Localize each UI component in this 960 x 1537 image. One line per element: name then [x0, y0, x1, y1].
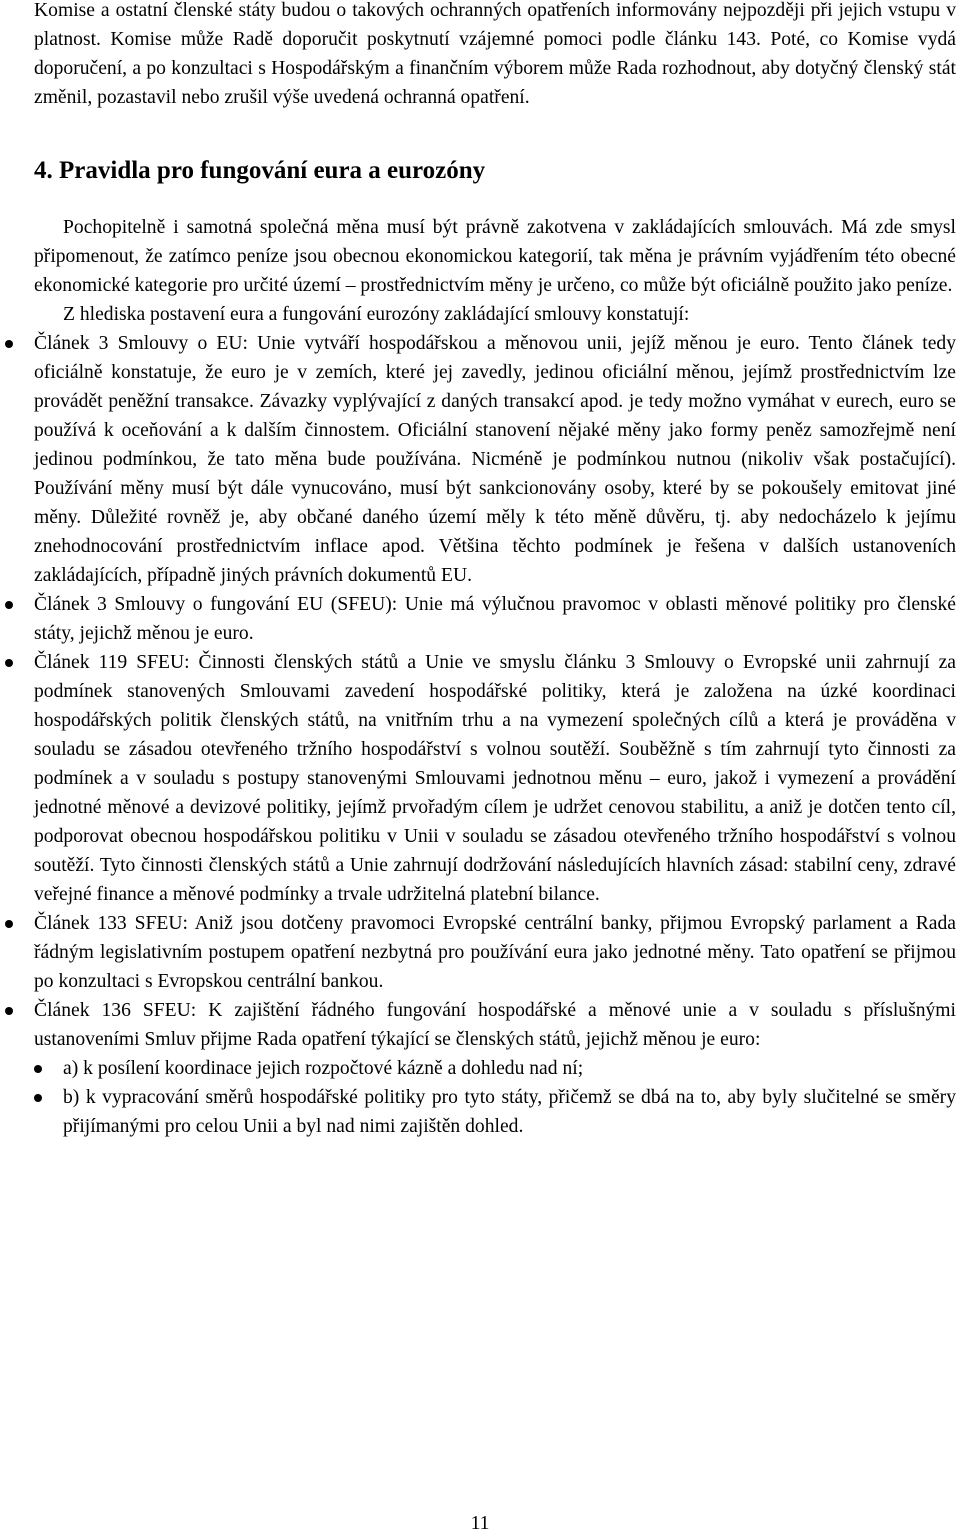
sub-list-item	[63, 1054, 956, 1083]
body-paragraph: Pochopitelně i samotná společná měna musí být právně zakotvena v zakládajících smlouvách. Má zde smysl připomenout, že zatímco peníze jsou obecnou ekonomickou kategorií, tak měna je právním vyjádřením této obecné ekonomické kategorie pro určité území – prostřednictvím měny je určeno, co může být oficiálně použito jako peníze.	[34, 217, 956, 296]
list-item	[34, 648, 956, 909]
sub-list-item-text: b) k vypracování směrů hospodářské politiky pro tyto státy, přičemž se dbá na to, aby byly slučitelné se směry přijímanými pro celou Unii a byl nad nimi zajištěn dohled.	[63, 1087, 956, 1137]
bullet-icon	[34, 1065, 42, 1073]
bullet-icon	[5, 601, 13, 609]
list-item	[34, 909, 956, 996]
sub-list-item	[63, 1083, 956, 1141]
bullet-icon	[5, 920, 13, 928]
bullet-icon	[5, 1007, 13, 1015]
intro-paragraph: Komise a ostatní členské státy budou o takových ochranných opatřeních informovány nejpozději při jejich vstupu v platnost. Komise může Radě doporučit poskytnutí vzájemné pomoci podle článku 143. Poté, co Komise vydá doporučení, a po konzultaci s Hospodářským a finančním výborem může Rada rozhodnout, aby dotyčný členský stát změnil, pozastavil nebo zrušil výše uvedená ochranná opatření.	[34, 0, 956, 108]
list-item-text: Článek 3 Smlouvy o EU: Unie vytváří hospodářskou a měnovou unii, jejíž měnou je euro. Tento článek tedy oficiálně konstatuje, že euro je v zemích, které jej zavedly, jedinou oficiální měnou, jejímž prostřednictvím lze provádět peněžní transakce. Závazky vyplývající z daných transakcí apod. je tedy možno vymáhat v eurech, euro se používá k oceňování a k dalším činnostem. Oficiální stanovení nějaké měny jako formy peněz samozřejmě není jedinou podmínkou, že tato měna bude používána. Nicméně je podmínkou nutnou (nikoliv však postačující). Používání měny musí být dále vynucováno, musí být sankcionovány osoby, které by se pokoušely emitovat jiné měny. Důležité rovněž je, aby občané daného území měly k této měně důvěru, tj. aby nedocházelo k jejímu znehodnocování prostřednictvím inflace apod. Většina těchto podmínek je řešena v dalších ustanoveních zakládajících, případně jiných právních dokumentů EU.	[34, 333, 956, 586]
bullet-icon	[5, 340, 13, 348]
bullet-icon	[5, 659, 13, 667]
bullet-icon	[34, 1094, 42, 1102]
list-item-text: Článek 3 Smlouvy o fungování EU (SFEU): Unie má výlučnou pravomoc v oblasti měnové politiky pro členské státy, jejichž měnou je euro.	[34, 594, 956, 644]
list-item	[34, 996, 956, 1141]
sub-list	[34, 1054, 956, 1141]
document-page	[34, 0, 956, 1141]
list-item-text: Článek 133 SFEU: Aniž jsou dotčeny pravomoci Evropské centrální banky, přijmou Evropský parlament a Rada řádným legislativním postupem opatření nezbytná pro používání eura jako jednotné měny. Tato opatření se přijmou po konzultaci s Evropskou centrální bankou.	[34, 913, 956, 992]
body-paragraph: Z hlediska postavení eura a fungování eurozóny zakládající smlouvy konstatují:	[63, 304, 690, 325]
page-number: 11	[470, 1513, 490, 1534]
section-heading: 4. Pravidla pro fungování eura a eurozóny	[34, 157, 486, 184]
sub-list-item-text: a) k posílení koordinace jejich rozpočtové kázně a dohledu nad ní;	[63, 1058, 584, 1079]
list-item	[34, 329, 956, 590]
list-item-text: Článek 136 SFEU: K zajištění řádného fungování hospodářské a měnové unie a v souladu s příslušnými ustanoveními Smluv přijme Rada opatření týkající se členských států, jejichž měnou je euro:	[34, 1000, 956, 1050]
list-item-text: Článek 119 SFEU: Činnosti členských států a Unie ve smyslu článku 3 Smlouvy o Evropské unii zahrnují za podmínek stanovených Smlouvami zavedení hospodářské politiky, která je založena na úzké koordinaci hospodářských politik členských států, na vnitřním trhu a na vymezení společných cílů a která je prováděna v souladu se zásadou otevřeného tržního hospodářství s volnou soutěží. Souběžně s tím zahrnují tyto činnosti za podmínek a v souladu s postupy stanovenými Smlouvami jednotnou měnu – euro, jakož i vymezení a provádění jednotné měnové a devizové politiky, jejímž prvořadým cílem je udržet cenovou stabilitu, a aniž je dotčen tento cíl, podporovat obecnou hospodářskou politiku v Unii v souladu se zásadou otevřeného tržního hospodářství s volnou soutěží. Tyto činnosti členských států a Unie zahrnují dodržování následujících hlavních zásad: stabilní ceny, zdravé veřejné finance a měnové podmínky a trvale udržitelná platební bilance.	[34, 652, 956, 905]
list-item	[34, 590, 956, 648]
treaty-article-list	[34, 329, 956, 1141]
